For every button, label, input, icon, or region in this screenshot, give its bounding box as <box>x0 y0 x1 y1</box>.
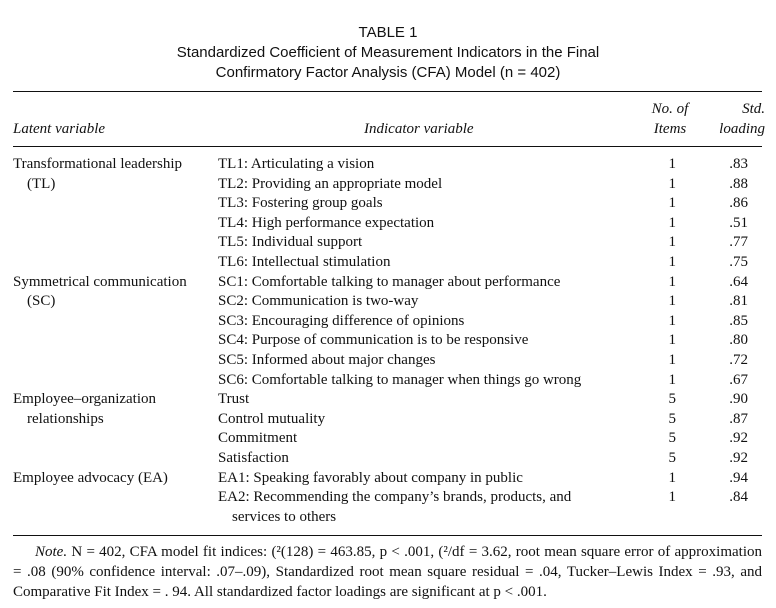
table-caption-line-1: Standardized Coefficient of Measurement Indicators in the Final <box>176 44 600 61</box>
header-no-of-items-line-2: Items <box>653 121 687 137</box>
indicator-variable-cell: TL6: Intellectual stimulation <box>218 254 391 270</box>
latent-variable-cell: Employee–organization <box>13 391 157 408</box>
table-label: TABLE 1 <box>358 24 418 41</box>
std-loading-cell: .80 <box>729 332 748 349</box>
no-of-items-cell: 1 <box>668 312 676 329</box>
indicator-variable-cell: TL5: Individual support <box>218 234 363 251</box>
header-latent-variable: Latent variable <box>13 121 106 137</box>
std-loading-cell: .88 <box>729 175 748 192</box>
std-loading-cell: .51 <box>729 214 748 231</box>
no-of-items-cell: 1 <box>668 469 676 486</box>
std-loading-cell: .84 <box>729 489 748 506</box>
no-of-items-cell: 1 <box>668 156 676 172</box>
no-of-items-cell: 1 <box>668 371 676 388</box>
std-loading-cell: .90 <box>729 391 748 408</box>
indicator-variable-cell: Control mutuality <box>218 410 326 427</box>
std-loading-cell: .85 <box>729 312 748 329</box>
table-note <box>13 542 762 602</box>
header-std-loading-line-2: loading <box>719 121 765 137</box>
indicator-variable-cell: EA1: Speaking favorably about company in public <box>218 469 523 486</box>
no-of-items-cell: 1 <box>668 332 676 349</box>
no-of-items-cell: 1 <box>668 489 676 506</box>
no-of-items-cell: 5 <box>668 410 676 427</box>
no-of-items-cell: 1 <box>668 195 676 212</box>
std-loading-cell: .72 <box>729 352 748 368</box>
latent-variable-cell: relationships <box>27 410 104 427</box>
indicator-variable-cell: SC2: Communication is two-way <box>218 293 419 310</box>
std-loading-cell: .75 <box>729 254 748 270</box>
std-loading-cell: .81 <box>729 293 748 310</box>
no-of-items-cell: 1 <box>668 293 676 310</box>
latent-variable-cell: (SC) <box>27 293 56 310</box>
no-of-items-cell: 1 <box>668 175 676 192</box>
indicator-variable-cell: TL3: Fostering group goals <box>218 195 383 212</box>
indicator-variable-cell: Trust <box>218 391 250 408</box>
indicator-variable-cell: SC1: Comfortable talking to manager about performance <box>218 273 561 290</box>
header-std-loading-line-1: Std. <box>742 101 765 117</box>
std-loading-cell: .92 <box>729 450 748 466</box>
header-std-loading <box>705 99 765 139</box>
std-loading-cell: .86 <box>729 195 748 212</box>
std-loading-cell: .77 <box>729 234 748 251</box>
header-rule <box>13 146 762 147</box>
top-rule <box>13 91 762 92</box>
no-of-items-cell: 1 <box>668 214 676 231</box>
indicator-variable-cell: services to others <box>232 508 337 525</box>
indicator-variable-cell: SC4: Purpose of communication is to be responsive <box>218 332 529 349</box>
bottom-rule <box>13 535 762 536</box>
indicator-variable-cell: SC5: Informed about major changes <box>218 352 436 368</box>
no-of-items-cell: 5 <box>668 430 676 447</box>
indicator-variable-cell: TL1: Articulating a vision <box>218 156 375 172</box>
indicator-variable-cell: SC6: Comfortable talking to manager when things go wrong <box>218 371 582 388</box>
std-loading-cell: .87 <box>729 410 748 427</box>
indicator-variable-cell: TL4: High performance expectation <box>218 214 435 231</box>
std-loading-cell: .83 <box>729 156 748 172</box>
latent-variable-cell: Symmetrical communication <box>13 273 187 290</box>
std-loading-cell: .94 <box>729 469 748 486</box>
no-of-items-cell: 1 <box>668 273 676 290</box>
note-text: N = 402, CFA model fit indices: (²(128) = 463.85, p < .001, (²/df = 3.62, root mean square error of approximation = .08 (90% confidence interval: .07–.09), Standardized root mean square residual = .04, Tucker–Lewis Index = .93, and Comparative Fit Index = . 94. All standardized factor loadings are significant at p < .001. <box>13 544 763 600</box>
indicator-variable-cell: Satisfaction <box>218 450 289 466</box>
std-loading-cell: .67 <box>729 371 748 388</box>
header-no-of-items <box>640 99 700 139</box>
no-of-items-cell: 5 <box>668 450 676 466</box>
indicator-variable-cell: TL2: Providing an appropriate model <box>218 175 443 192</box>
std-loading-cell: .92 <box>729 430 748 447</box>
no-of-items-cell: 5 <box>668 391 676 408</box>
indicator-variable-cell: SC3: Encouraging difference of opinions <box>218 312 465 329</box>
header-no-of-items-line-1: No. of <box>651 101 689 117</box>
indicator-variable-cell: EA2: Recommending the company’s brands, products, and <box>218 489 572 506</box>
latent-variable-cell: Transformational leadership <box>13 156 182 172</box>
latent-variable-cell: Employee advocacy (EA) <box>13 469 168 486</box>
indicator-variable-cell: Commitment <box>218 430 298 447</box>
table-caption-line-2: Confirmatory Factor Analysis (CFA) Model (n = 402) <box>215 64 561 81</box>
note-label: Note. <box>35 544 68 560</box>
no-of-items-cell: 1 <box>668 234 676 251</box>
header-indicator-variable: Indicator variable <box>364 121 474 137</box>
no-of-items-cell: 1 <box>668 254 676 270</box>
latent-variable-cell: (TL) <box>27 175 56 192</box>
std-loading-cell: .64 <box>729 273 748 290</box>
no-of-items-cell: 1 <box>668 352 676 368</box>
